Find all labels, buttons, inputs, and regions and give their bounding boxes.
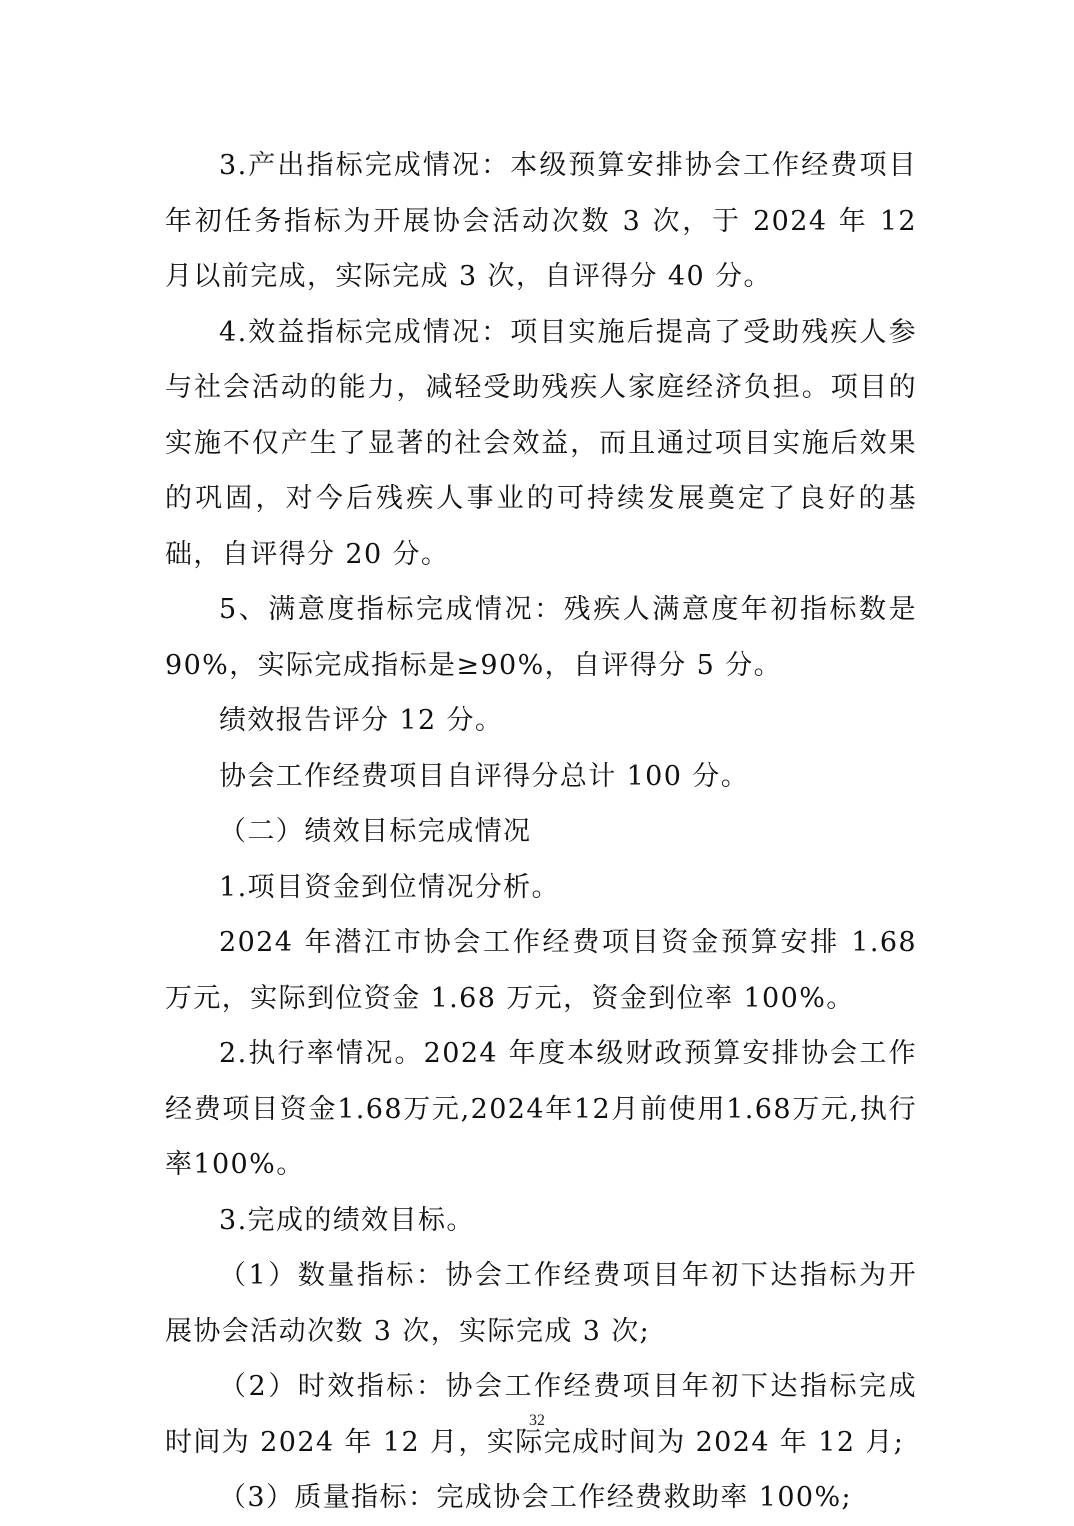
- paragraph-report-score: 绩效报告评分 12 分。: [219, 705, 504, 736]
- paragraph-timeliness-indicator: （2）时效指标：协会工作经费项目年初下达指标完成时间为 2024 年 12 月，实际完成时间为 2024 年 12 月;: [165, 1371, 917, 1458]
- paragraph-total-score: 协会工作经费项目自评得分总计 100 分。: [219, 760, 750, 792]
- paragraph-fund-analysis: 1.项目资金到位情况分析。: [219, 871, 560, 903]
- paragraph-execution-rate: 2.执行率情况。2024 年度本级财政预算安排协会工作经费项目资金1.68万元,2024年12月前使用1.68万元,执行率100%。: [165, 1038, 917, 1180]
- paragraph-fund-budget: 2024 年潜江市协会工作经费项目资金预算安排 1.68 万元，实际到位资金 1.68 万元，资金到位率 100%。: [165, 927, 917, 1014]
- paragraph-benefit-indicator: 4.效益指标完成情况：项目实施后提高了受助残疾人参与社会活动的能力，减轻受助残疾人家庭经济负担。项目的实施不仅产生了显著的社会效益，而且通过项目实施后效果的巩固，对今后残疾人事业的可持续发展奠定了良好的基础，自评得分 20 分。: [165, 316, 917, 570]
- paragraph-completed-goals: 3.完成的绩效目标。: [219, 1204, 475, 1236]
- page-number: 32: [529, 1412, 545, 1429]
- document-body: [165, 138, 917, 1526]
- paragraph-quantity-indicator: （1）数量指标：协会工作经费项目年初下达指标为开展协会活动次数 3 次，实际完成 3 次;: [165, 1260, 917, 1347]
- section-heading: （二）绩效目标完成情况: [219, 816, 532, 847]
- paragraph-quality-indicator: （3）质量指标：完成协会工作经费救助率 100%;: [219, 1482, 853, 1513]
- paragraph-satisfaction-indicator: 5、满意度指标完成情况：残疾人满意度年初指标数是 90%，实际完成指标是≥90%，自评得分 5 分。: [165, 594, 917, 681]
- paragraph-output-indicator: 3.产出指标完成情况：本级预算安排协会工作经费项目年初任务指标为开展协会活动次数 3 次，于 2024 年 12 月以前完成，实际完成 3 次，自评得分 40 分。: [165, 150, 917, 292]
